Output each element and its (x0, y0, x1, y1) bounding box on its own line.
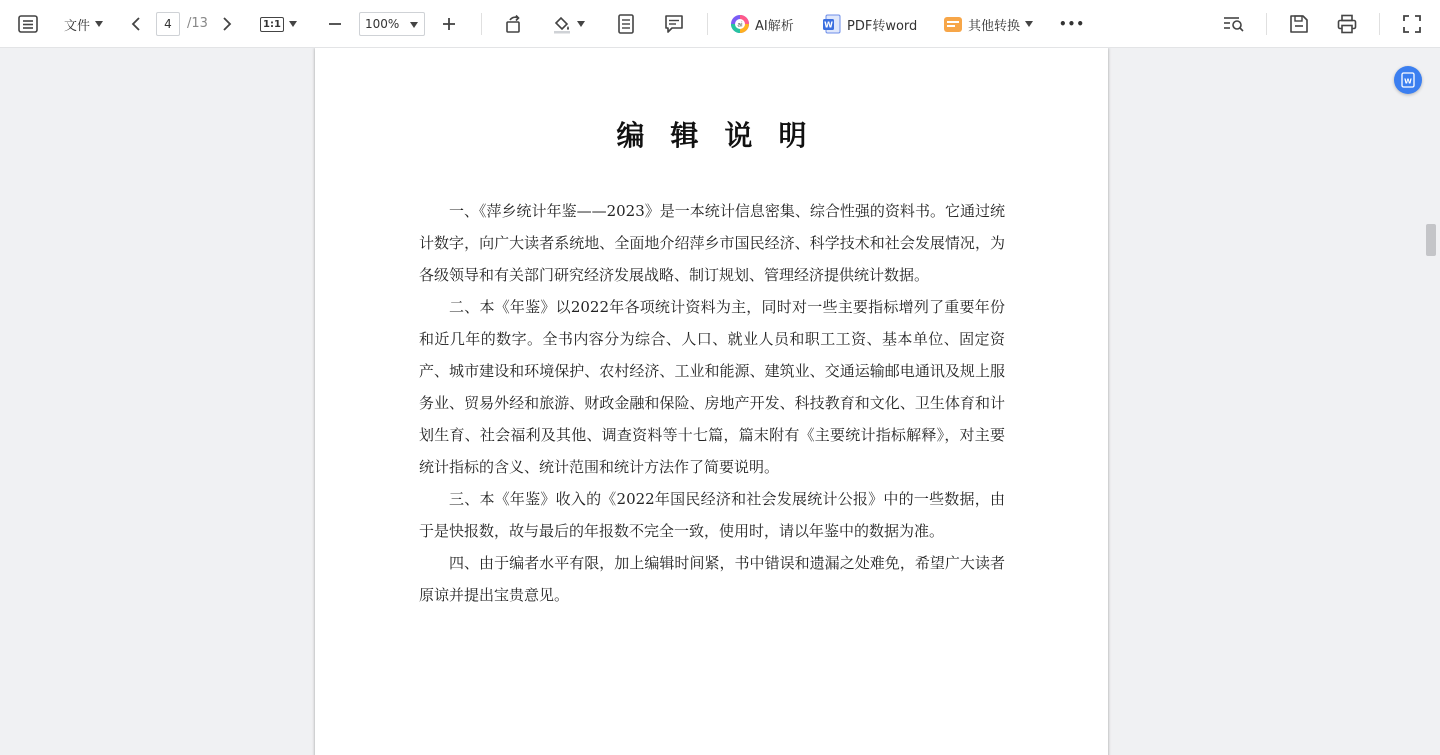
file-menu-button[interactable] (64, 12, 103, 36)
fullscreen-icon (1403, 15, 1421, 33)
chevron-left-icon (131, 16, 141, 32)
word-doc-icon (822, 14, 842, 34)
rotate-button[interactable] (502, 12, 526, 36)
save-button[interactable] (1287, 12, 1311, 36)
page-title: 编辑说明 (616, 119, 833, 152)
paragraph-3: 三、本《年鉴》收入的《2022年国民经济和社会发展统计公报》中的一些数据，由于是快报数，故与最后的年报数不完全一致，使用时，请以年鉴中的数据为准。 (419, 490, 1005, 540)
more-icon: ••• (1058, 17, 1085, 31)
ai-analysis-button[interactable] (730, 12, 794, 36)
save-icon (1289, 14, 1309, 34)
zoom-select[interactable] (359, 12, 425, 36)
document-viewer[interactable] (0, 48, 1440, 755)
chevron-right-icon (222, 16, 232, 32)
toolbar-divider (707, 13, 708, 35)
toolbar-divider (1266, 13, 1267, 35)
other-convert-button[interactable] (943, 12, 1033, 36)
file-menu-label: 文件 (64, 18, 91, 34)
convert-icon (943, 14, 963, 34)
zoom-level-label: 100% (365, 17, 400, 31)
prev-page-button[interactable] (126, 12, 146, 36)
search-icon (1223, 15, 1245, 33)
more-button[interactable] (1058, 12, 1086, 36)
word-icon (1400, 72, 1416, 88)
page-number-input[interactable]: 4 (156, 12, 180, 36)
fit-mode-button[interactable] (260, 12, 297, 36)
page-total-label: /13 (187, 16, 208, 31)
zoom-out-button[interactable] (325, 12, 345, 36)
print-button[interactable] (1335, 12, 1359, 36)
vertical-scrollbar[interactable] (1426, 48, 1436, 755)
ai-analysis-label: AI解析 (755, 18, 794, 34)
printer-icon (1337, 14, 1357, 34)
single-page-view-button[interactable] (614, 12, 638, 36)
ai-icon (730, 14, 750, 34)
paragraph-1: 一、《萍乡统计年鉴——2023》是一本统计信息密集、综合性强的资料书。它通过统计数字，向广大读者系统地、全面地介绍萍乡市国民经济、科学技术和社会发展情况，为各级领导和有关部门研究经济发展战略、制订规划、管理经济提供统计数据。 (419, 202, 1005, 284)
zoom-in-button[interactable] (439, 12, 459, 36)
svg-text:ai: ai (737, 21, 743, 29)
document-page (315, 48, 1108, 755)
fullscreen-button[interactable] (1400, 12, 1424, 36)
outline-panel-icon[interactable] (16, 12, 40, 36)
svg-text:W: W (1404, 77, 1412, 86)
paragraph-4: 四、由于编者水平有限，加上编辑时间紧，书中错误和遗漏之处难免，希望广大读者原谅并提出宝贵意见。 (419, 554, 1005, 604)
page-icon (618, 14, 634, 34)
paint-bucket-icon (552, 14, 572, 34)
comment-icon (664, 14, 684, 34)
toolbar-divider (1379, 13, 1380, 35)
svg-text:W: W (824, 20, 833, 30)
chevron-down-icon (95, 21, 103, 27)
scrollbar-thumb[interactable] (1426, 224, 1436, 256)
next-page-button[interactable] (217, 12, 237, 36)
minus-icon (328, 17, 342, 31)
toolbar-divider (481, 13, 482, 35)
plus-icon (442, 17, 456, 31)
chevron-down-icon (1025, 21, 1033, 27)
other-convert-label: 其他转换 (968, 18, 1021, 34)
floating-word-button[interactable] (1394, 66, 1422, 94)
chevron-down-icon (289, 21, 297, 27)
pdf-to-word-button[interactable] (822, 12, 917, 36)
toolbar (0, 0, 1440, 48)
document-body (419, 195, 1005, 611)
search-button[interactable] (1222, 12, 1246, 36)
rotate-icon (504, 14, 524, 34)
fill-color-button[interactable] (552, 12, 585, 36)
comment-button[interactable] (662, 12, 686, 36)
paragraph-2: 二、本《年鉴》以2022年各项统计资料为主，同时对一些主要指标增列了重要年份和近几年的数字。全书内容分为综合、人口、就业人员和职工工资、基本单位、固定资产、城市建设和环境保护、农村经济、工业和能源、建筑业、交通运输邮电通讯及规上服务业、贸易外经和旅游、财政金融和保险、房地产开发、科技教育和文化、卫生体育和计划生育、社会福利及其他、调查资料等十七篇，篇末附有《主要统计指标解释》，对主要统计指标的含义、统计范围和统计方法作了简要说明。 (419, 298, 1005, 476)
pdf-to-word-label: PDF转word (847, 18, 918, 34)
actual-size-icon: 1:1 (260, 17, 284, 32)
chevron-down-icon (410, 22, 418, 28)
chevron-down-icon (577, 21, 585, 27)
